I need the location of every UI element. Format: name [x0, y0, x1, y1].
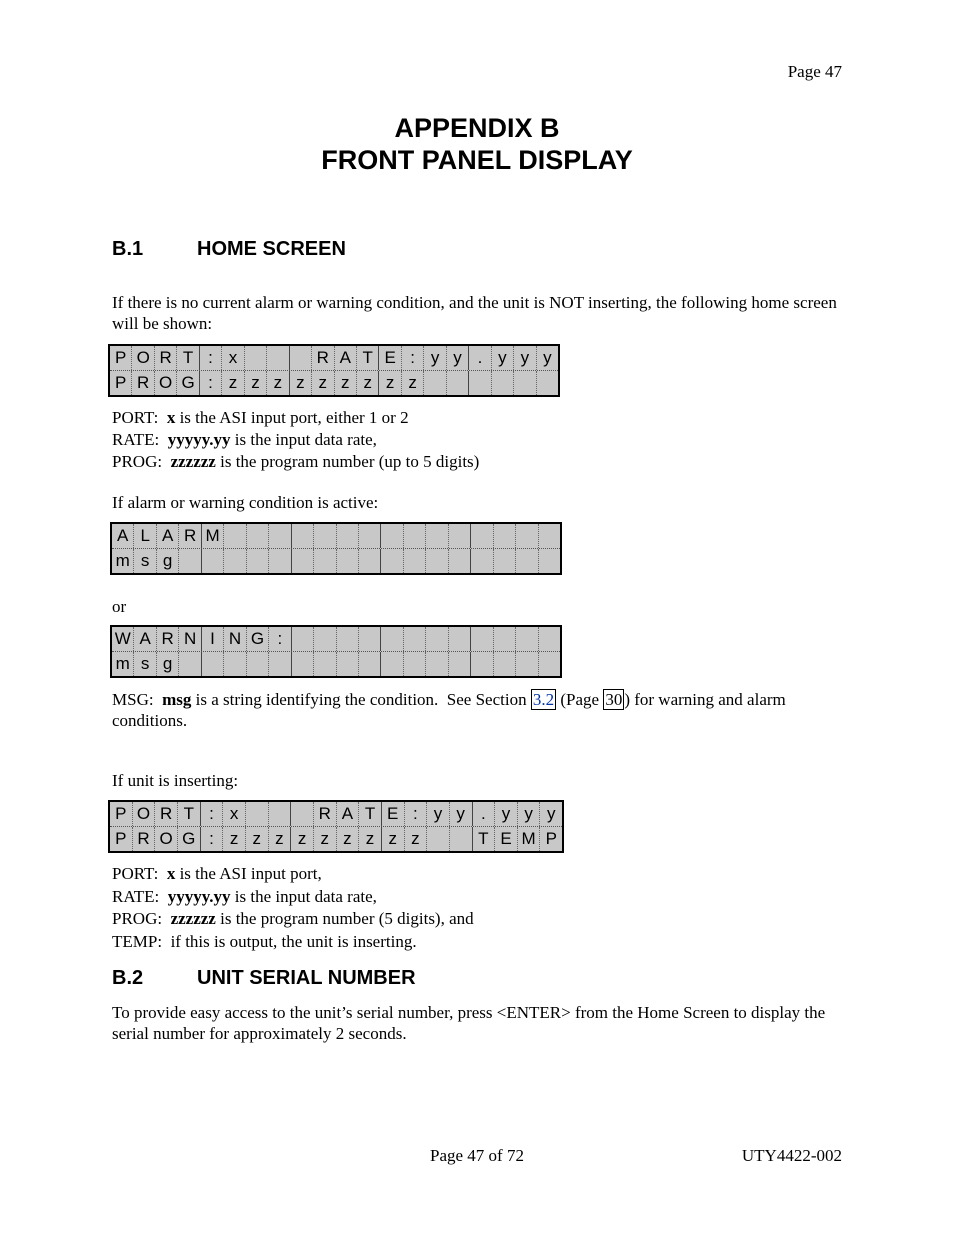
lcd-cell	[381, 549, 403, 573]
lcd-cell: T	[178, 802, 201, 826]
lcd-cell: z	[402, 371, 424, 395]
field-label: PROG:	[112, 452, 171, 471]
lcd-cell	[404, 524, 426, 548]
field-label: PROG:	[112, 909, 171, 928]
lcd-cell	[494, 627, 516, 651]
lcd-cell	[381, 652, 403, 676]
lcd-cell: R	[132, 371, 154, 395]
field-text: is the input data rate,	[230, 430, 377, 449]
lcd-cell	[337, 652, 359, 676]
lcd-cell	[291, 802, 314, 826]
lcd-cell: z	[314, 827, 337, 851]
lcd-cell: .	[469, 346, 491, 370]
lcd-cell	[245, 346, 267, 370]
lcd-cell	[539, 524, 560, 548]
lcd-cell	[224, 549, 246, 573]
lcd-cell	[516, 549, 538, 573]
lcd-cell: P	[110, 827, 133, 851]
msg-text: is a string identifying the condition. See Section	[191, 690, 531, 709]
lcd-cell	[381, 627, 403, 651]
alarm-intro: If alarm or warning condition is active:	[112, 493, 379, 512]
description-line	[112, 908, 847, 931]
lcd-cell: y	[547, 804, 556, 823]
lcd-home-display	[108, 344, 560, 397]
lcd-cell	[539, 549, 560, 573]
lcd-cell: G	[177, 371, 199, 395]
lcd-cell: O	[133, 802, 156, 826]
lcd-cell	[179, 549, 201, 573]
home-description	[112, 407, 847, 473]
appendix-subtitle: FRONT PANEL DISPLAY	[321, 145, 633, 175]
lcd-cell: s	[134, 652, 156, 676]
lcd-cell: I	[202, 627, 224, 651]
field-label: RATE:	[112, 430, 168, 449]
lcd-cell	[426, 524, 448, 548]
lcd-cell	[537, 371, 558, 395]
lcd-cell	[516, 627, 538, 651]
lcd-cell: T	[177, 346, 199, 370]
lcd-cell: z	[337, 827, 360, 851]
section-title: UNIT SERIAL NUMBER	[197, 967, 416, 989]
lcd-row	[110, 826, 562, 851]
inserting-description	[112, 863, 847, 953]
lcd-cell: s	[134, 549, 156, 573]
lcd-cell: z	[269, 827, 292, 851]
lcd-cell	[494, 549, 516, 573]
lcd-cell: T	[359, 802, 382, 826]
lcd-alarm-display	[110, 522, 562, 575]
lcd-cell	[314, 524, 336, 548]
lcd-cell: P	[110, 371, 132, 395]
or-text: or	[112, 597, 127, 616]
field-code: yyyyy.yy	[167, 886, 231, 906]
lcd-cell: E	[382, 802, 405, 826]
lcd-cell: :	[269, 627, 291, 651]
lcd-cell: G	[178, 827, 201, 851]
section-link[interactable]: 3.2	[532, 690, 555, 709]
lcd-cell: z	[222, 371, 244, 395]
lcd-cell	[471, 652, 493, 676]
lcd-row	[112, 627, 560, 651]
msg-code: msg	[162, 690, 192, 709]
lcd-cell	[449, 627, 471, 651]
lcd-cell: .	[473, 802, 496, 826]
lcd-cell: y	[492, 346, 514, 370]
field-text: is the program number (up to 5 digits)	[215, 452, 480, 471]
lcd-cell	[359, 524, 381, 548]
lcd-cell: y	[518, 802, 541, 826]
lcd-cell	[426, 549, 448, 573]
lcd-cell: A	[335, 346, 357, 370]
description-line	[112, 886, 847, 909]
lcd-cell: R	[314, 802, 337, 826]
lcd-cell: A	[112, 524, 134, 548]
field-code: x	[166, 864, 176, 883]
lcd-cell	[426, 652, 448, 676]
lcd-cell	[359, 652, 381, 676]
lcd-cell: z	[245, 371, 267, 395]
lcd-cell: z	[359, 827, 382, 851]
lcd-cell	[494, 652, 516, 676]
lcd-cell: T	[473, 827, 496, 851]
inserting-intro: If unit is inserting:	[112, 771, 239, 790]
lcd-cell	[450, 827, 473, 851]
lcd-cell: z	[335, 371, 357, 395]
lcd-cell	[314, 652, 336, 676]
lcd-cell	[246, 802, 269, 826]
lcd-cell: y	[495, 802, 518, 826]
lcd-cell: N	[224, 627, 246, 651]
field-text: is the program number (5 digits), and	[215, 909, 474, 928]
lcd-cell	[449, 524, 471, 548]
field-code: zzzzzz	[170, 452, 216, 471]
field-code: x	[166, 408, 176, 427]
lcd-cell	[471, 524, 493, 548]
lcd-cell	[292, 652, 314, 676]
page-link[interactable]: 30	[605, 690, 623, 709]
section-number: B.1	[112, 238, 144, 260]
lcd-cell	[426, 627, 448, 651]
field-text: is the input data rate,	[230, 886, 377, 906]
lcd-cell	[267, 346, 289, 370]
lcd-cell: T	[357, 346, 379, 370]
lcd-cell	[449, 652, 471, 676]
lcd-cell	[469, 371, 491, 395]
lcd-cell: P	[110, 802, 133, 826]
lcd-cell: z	[291, 827, 314, 851]
lcd-cell	[404, 549, 426, 573]
lcd-row	[112, 651, 560, 676]
lcd-cell: z	[246, 827, 269, 851]
lcd-cell	[269, 549, 291, 573]
lcd-cell: :	[201, 802, 224, 826]
lcd-cell: y	[450, 802, 473, 826]
lcd-cell: E	[495, 827, 518, 851]
lcd-warning-display	[110, 625, 562, 678]
lcd-row	[110, 370, 558, 395]
appendix-title: APPENDIX B	[394, 113, 560, 143]
field-code: zzzzzz	[170, 909, 216, 928]
lcd-cell: y	[543, 348, 552, 367]
lcd-cell: O	[155, 827, 178, 851]
lcd-cell	[202, 549, 224, 573]
intro-paragraph: If there is no current alarm or warning condition, and the unit is NOT inserting, the following home screen will be shown:	[112, 293, 837, 333]
lcd-cell: z	[223, 827, 246, 851]
lcd-cell	[516, 524, 538, 548]
lcd-cell: z	[312, 371, 334, 395]
field-code: yyyyy.yy	[167, 430, 231, 449]
lcd-cell: :	[200, 371, 222, 395]
lcd-cell: g	[157, 549, 179, 573]
lcd-cell	[314, 627, 336, 651]
lcd-cell: x	[223, 802, 246, 826]
lcd-cell: :	[405, 802, 428, 826]
lcd-cell	[269, 524, 291, 548]
lcd-cell	[314, 549, 336, 573]
lcd-cell	[269, 652, 291, 676]
lcd-cell	[292, 524, 314, 548]
description-line	[112, 429, 847, 451]
description-line	[112, 407, 847, 429]
lcd-cell: L	[134, 524, 156, 548]
lcd-cell	[292, 549, 314, 573]
lcd-cell: z	[382, 827, 405, 851]
lcd-cell: N	[179, 627, 201, 651]
lcd-cell	[471, 549, 493, 573]
serial-paragraph: To provide easy access to the unit’s serial number, press <ENTER> from the Home Screen to display the serial number for approximately 2 seconds.	[112, 1003, 826, 1043]
lcd-cell: M	[202, 524, 224, 548]
lcd-cell: R	[312, 346, 334, 370]
lcd-cell: y	[447, 346, 469, 370]
lcd-cell: :	[402, 346, 424, 370]
lcd-cell	[269, 802, 292, 826]
section-heading-b1	[112, 238, 346, 261]
lcd-cell: O	[155, 371, 177, 395]
msg-description	[112, 689, 847, 731]
lcd-cell: A	[134, 627, 156, 651]
lcd-cell	[427, 827, 450, 851]
lcd-cell: E	[379, 346, 401, 370]
lcd-cell: y	[424, 346, 446, 370]
lcd-cell	[516, 652, 538, 676]
lcd-cell	[247, 652, 269, 676]
lcd-cell	[424, 371, 446, 395]
description-line	[112, 451, 847, 473]
lcd-cell	[539, 652, 560, 676]
lcd-cell: R	[179, 524, 201, 548]
lcd-cell	[381, 524, 403, 548]
lcd-cell: P	[545, 829, 557, 848]
lcd-cell: P	[110, 346, 132, 370]
msg-text-after: ) for warning and alarm conditions.	[112, 690, 786, 730]
lcd-cell: z	[405, 827, 428, 851]
lcd-cell: x	[222, 346, 244, 370]
lcd-cell: A	[337, 802, 360, 826]
lcd-row	[110, 346, 558, 370]
page-number-top: Page 47	[787, 62, 842, 81]
lcd-cell	[447, 371, 469, 395]
lcd-cell	[539, 627, 560, 651]
lcd-cell	[224, 524, 246, 548]
field-text: if this is output, the unit is inserting.	[170, 931, 417, 951]
lcd-cell	[337, 549, 359, 573]
field-label: PORT:	[112, 408, 167, 427]
lcd-cell	[179, 652, 201, 676]
lcd-cell	[292, 627, 314, 651]
lcd-cell: m	[112, 652, 134, 676]
lcd-cell	[359, 627, 381, 651]
lcd-cell: z	[290, 371, 312, 395]
lcd-cell	[404, 627, 426, 651]
lcd-cell: R	[155, 802, 178, 826]
field-label: RATE:	[112, 886, 168, 906]
lcd-cell: y	[427, 802, 450, 826]
lcd-cell	[449, 549, 471, 573]
field-label: PORT:	[112, 864, 167, 883]
lcd-cell	[514, 371, 536, 395]
section-heading-b2	[112, 967, 416, 990]
lcd-cell: W	[112, 627, 134, 651]
msg-label: MSG:	[112, 690, 163, 709]
lcd-cell: :	[201, 827, 224, 851]
footer-page: Page 47 of 72	[430, 1146, 524, 1165]
lcd-cell: M	[518, 827, 541, 851]
lcd-cell	[224, 652, 246, 676]
lcd-cell: R	[155, 346, 177, 370]
lcd-row	[112, 524, 560, 548]
lcd-cell: A	[157, 524, 179, 548]
lcd-cell: m	[112, 549, 134, 573]
lcd-cell	[404, 652, 426, 676]
lcd-cell	[247, 524, 269, 548]
lcd-cell	[337, 524, 359, 548]
lcd-cell	[359, 549, 381, 573]
description-line	[112, 931, 847, 954]
lcd-cell: :	[200, 346, 222, 370]
lcd-cell: y	[514, 346, 536, 370]
lcd-inserting-display	[108, 800, 564, 853]
lcd-cell	[290, 346, 312, 370]
section-title: HOME SCREEN	[197, 238, 346, 260]
lcd-cell: z	[267, 371, 289, 395]
field-label: TEMP:	[112, 931, 171, 951]
lcd-cell	[337, 627, 359, 651]
field-text: is the ASI input port,	[175, 864, 322, 883]
footer-doc-id: UTY4422-002	[741, 1146, 842, 1165]
description-line	[112, 863, 847, 886]
lcd-cell	[247, 549, 269, 573]
lcd-cell	[492, 371, 514, 395]
lcd-cell	[202, 652, 224, 676]
lcd-cell: g	[157, 652, 179, 676]
lcd-row	[110, 802, 562, 826]
lcd-cell: z	[379, 371, 401, 395]
section-number: B.2	[112, 967, 144, 989]
lcd-cell: O	[132, 346, 154, 370]
page-prefix: (Page	[556, 690, 604, 709]
field-text: is the ASI input port, either 1 or 2	[175, 408, 409, 427]
lcd-cell: G	[247, 627, 269, 651]
lcd-cell	[471, 627, 493, 651]
lcd-cell: R	[133, 827, 156, 851]
lcd-cell: z	[357, 371, 379, 395]
lcd-row	[112, 548, 560, 573]
lcd-cell: R	[157, 627, 179, 651]
lcd-cell	[494, 524, 516, 548]
